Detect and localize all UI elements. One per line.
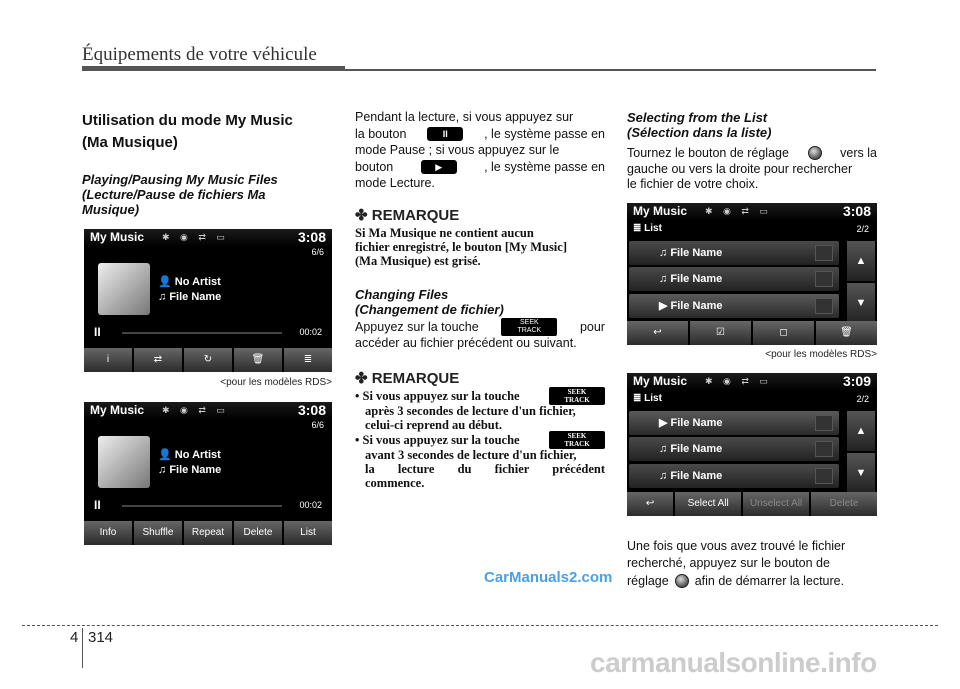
scroll-up-button[interactable]: ▲	[847, 241, 875, 281]
track-count: 6/6	[311, 247, 324, 257]
screen-my-music-text-buttons	[84, 402, 332, 545]
clock: 3:08	[297, 229, 326, 245]
list-label: ≣ List	[633, 223, 662, 234]
list-icon: ≣	[633, 393, 645, 404]
check-icon[interactable]: ☑	[690, 321, 751, 345]
screen-title: My Music	[90, 230, 145, 244]
note-empty-music: Si Ma Musique ne contient aucun fichier enregistré, le bouton [My Music] (Ma Musique) est grisé.	[355, 226, 567, 268]
pause-icon[interactable]: II	[94, 325, 101, 339]
watermark-carmanuals: CarManuals2.com	[484, 569, 613, 586]
music-note-icon: ♫	[659, 470, 671, 482]
paragraph-selecting: Tournez le bouton de réglage vers la gauche ou vers la droite pour rechercher le fichier de votre choix.	[627, 145, 877, 191]
page-header-title: Équipements de votre véhicule	[82, 44, 317, 65]
music-note-icon: ♫	[659, 247, 671, 259]
screen-button-bar	[627, 492, 877, 516]
music-note-icon: ♫	[659, 443, 671, 455]
clock: 3:08	[842, 203, 871, 219]
delete-button[interactable]: Delete	[811, 492, 877, 516]
bluetooth-icon: ✱ ◉ ⇄ ▭	[162, 232, 229, 242]
unselect-all-button[interactable]: Unselect All	[743, 492, 809, 516]
delete-icon[interactable]: 🗑	[234, 348, 282, 372]
remarque-icon: ✤	[355, 207, 372, 224]
header-bar	[82, 66, 345, 71]
scroll-down-button[interactable]: ▼	[847, 283, 875, 323]
screen-my-music-rds-icons	[84, 229, 332, 372]
seek-track-icon: SEEK TRACK	[549, 431, 605, 449]
screen-button-bar	[84, 348, 332, 372]
list-item[interactable]: ♫ File Name	[629, 437, 839, 461]
seek-track-icon: SEEK TRACK	[501, 318, 557, 336]
tune-knob-icon	[808, 146, 822, 160]
tune-knob-icon	[675, 574, 689, 588]
bluetooth-icon: ✱ ◉ ⇄ ▭	[705, 376, 772, 386]
music-note-icon: ♫	[158, 291, 170, 303]
subheading-changing: Changing Files (Changement de fichier)	[355, 287, 504, 317]
page-count: 2/2	[856, 224, 869, 234]
shuffle-icon[interactable]: ⇄	[134, 348, 182, 372]
list-label: ≣ List	[633, 393, 662, 404]
list-item-selected[interactable]: ▶ File Name	[629, 294, 839, 318]
delete-button[interactable]: Delete	[234, 521, 282, 545]
back-icon[interactable]: ↩	[627, 321, 688, 345]
album-art-icon	[98, 436, 150, 488]
paragraph-changing: Appuyez sur la touche SEEK TRACK pour accéder au fichier précédent ou suivant.	[355, 319, 605, 350]
delete-icon[interactable]: 🗑	[816, 321, 877, 345]
track-count: 6/6	[311, 420, 324, 430]
elapsed-time: 00:02	[299, 500, 322, 510]
scroll-up-button[interactable]: ▲	[847, 411, 875, 451]
section-heading: Utilisation du mode My Music (Ma Musique)	[82, 112, 293, 151]
header-rule	[345, 69, 876, 71]
repeat-button[interactable]: Repeat	[184, 521, 232, 545]
clock: 3:09	[842, 373, 871, 389]
list-item[interactable]: ♫ File Name	[629, 267, 839, 291]
subheading-selecting: Selecting from the List (Sélection dans la liste)	[627, 110, 772, 140]
scroll-down-button[interactable]: ▼	[847, 453, 875, 493]
info-button[interactable]: Info	[84, 521, 132, 545]
remarque-heading-2: ✤ REMARQUE	[355, 370, 460, 387]
list-item[interactable]: ♫ File Name	[629, 241, 839, 265]
elapsed-time: 00:02	[299, 327, 322, 337]
file-name: ♫ File Name	[158, 291, 222, 303]
remarque-heading: ✤ REMARQUE	[355, 207, 460, 224]
screen-list-browse	[627, 203, 877, 345]
bluetooth-icon: ✱ ◉ ⇄ ▭	[705, 206, 772, 216]
album-art-icon	[98, 263, 150, 315]
list-item-selected[interactable]: ▶ File Name	[629, 411, 839, 435]
paragraph-pause: Pendant la lecture, si vous appuyez sur la bouton II , le système passe en mode Pause ; si vous appuyez sur le bouton ▶ , le système passe en mode Lecture.	[355, 110, 605, 190]
artist-name: 👤 No Artist	[158, 449, 221, 461]
music-note-icon: ♫	[659, 273, 671, 285]
clock: 3:08	[297, 402, 326, 418]
info-icon[interactable]: i	[84, 348, 132, 372]
file-name: ♫ File Name	[158, 464, 222, 476]
play-circle-icon: ▶	[659, 300, 671, 312]
person-icon: 👤	[158, 276, 175, 288]
paragraph-start-playback: Une fois que vous avez trouvé le fichier recherché, appuyez sur le bouton de réglage afin de démarrer la lecture.	[627, 539, 846, 588]
screen-title: My Music	[633, 204, 688, 218]
select-none-icon[interactable]: ◻	[753, 321, 814, 345]
screen-title: My Music	[633, 374, 688, 388]
person-icon: 👤	[158, 449, 175, 461]
caption-rds-2: <pour les modèles RDS>	[765, 349, 877, 360]
page-count: 2/2	[856, 394, 869, 404]
page-number: 314	[88, 629, 114, 646]
shuffle-button[interactable]: Shuffle	[134, 521, 182, 545]
screen-button-bar	[627, 321, 877, 345]
subheading-playing: Playing/Pausing My Music Files (Lecture/Pause de fichiers Ma Musique)	[82, 172, 278, 217]
list-button[interactable]: List	[284, 521, 332, 545]
progress-bar	[122, 505, 282, 507]
screen-title: My Music	[90, 403, 145, 417]
list-icon[interactable]: ≣	[284, 348, 332, 372]
seek-track-icon: SEEK TRACK	[549, 387, 605, 405]
progress-bar	[122, 332, 282, 334]
screen-button-bar	[84, 521, 332, 545]
pause-button-icon: II	[427, 127, 463, 141]
list-icon: ≣	[633, 223, 645, 234]
caption-rds: <pour les modèles RDS>	[220, 377, 332, 388]
note-seek-bullets: • Si vous appuyez sur la touche SEEK TRACK après 3 secondes de lecture d'un fichier, celui-ci reprend au début. • Si vous appuyez sur la touche SEEK TRACK avant 3 secondes de lecture d'un fichier, la lecture du fichier précédent commence.	[355, 388, 605, 490]
list-item[interactable]: ♫ File Name	[629, 464, 839, 488]
select-all-button[interactable]: Select All	[675, 492, 741, 516]
chapter-number: 4	[70, 629, 79, 646]
back-icon[interactable]: ↩	[627, 492, 673, 516]
screen-list-select	[627, 373, 877, 516]
play-button-icon: ▶	[421, 160, 457, 174]
play-circle-icon: ▶	[659, 417, 671, 429]
music-note-icon: ♫	[158, 464, 170, 476]
remarque-icon: ✤	[355, 370, 372, 387]
bluetooth-icon: ✱ ◉ ⇄ ▭	[162, 405, 229, 415]
footer-divider	[82, 628, 83, 668]
artist-name: 👤 No Artist	[158, 276, 221, 288]
watermark-carmanualsonline: carmanualsonline.info	[590, 647, 877, 678]
repeat-icon[interactable]: ↻	[184, 348, 232, 372]
pause-icon[interactable]: II	[94, 498, 101, 512]
footer-dashed-rule	[22, 625, 938, 626]
